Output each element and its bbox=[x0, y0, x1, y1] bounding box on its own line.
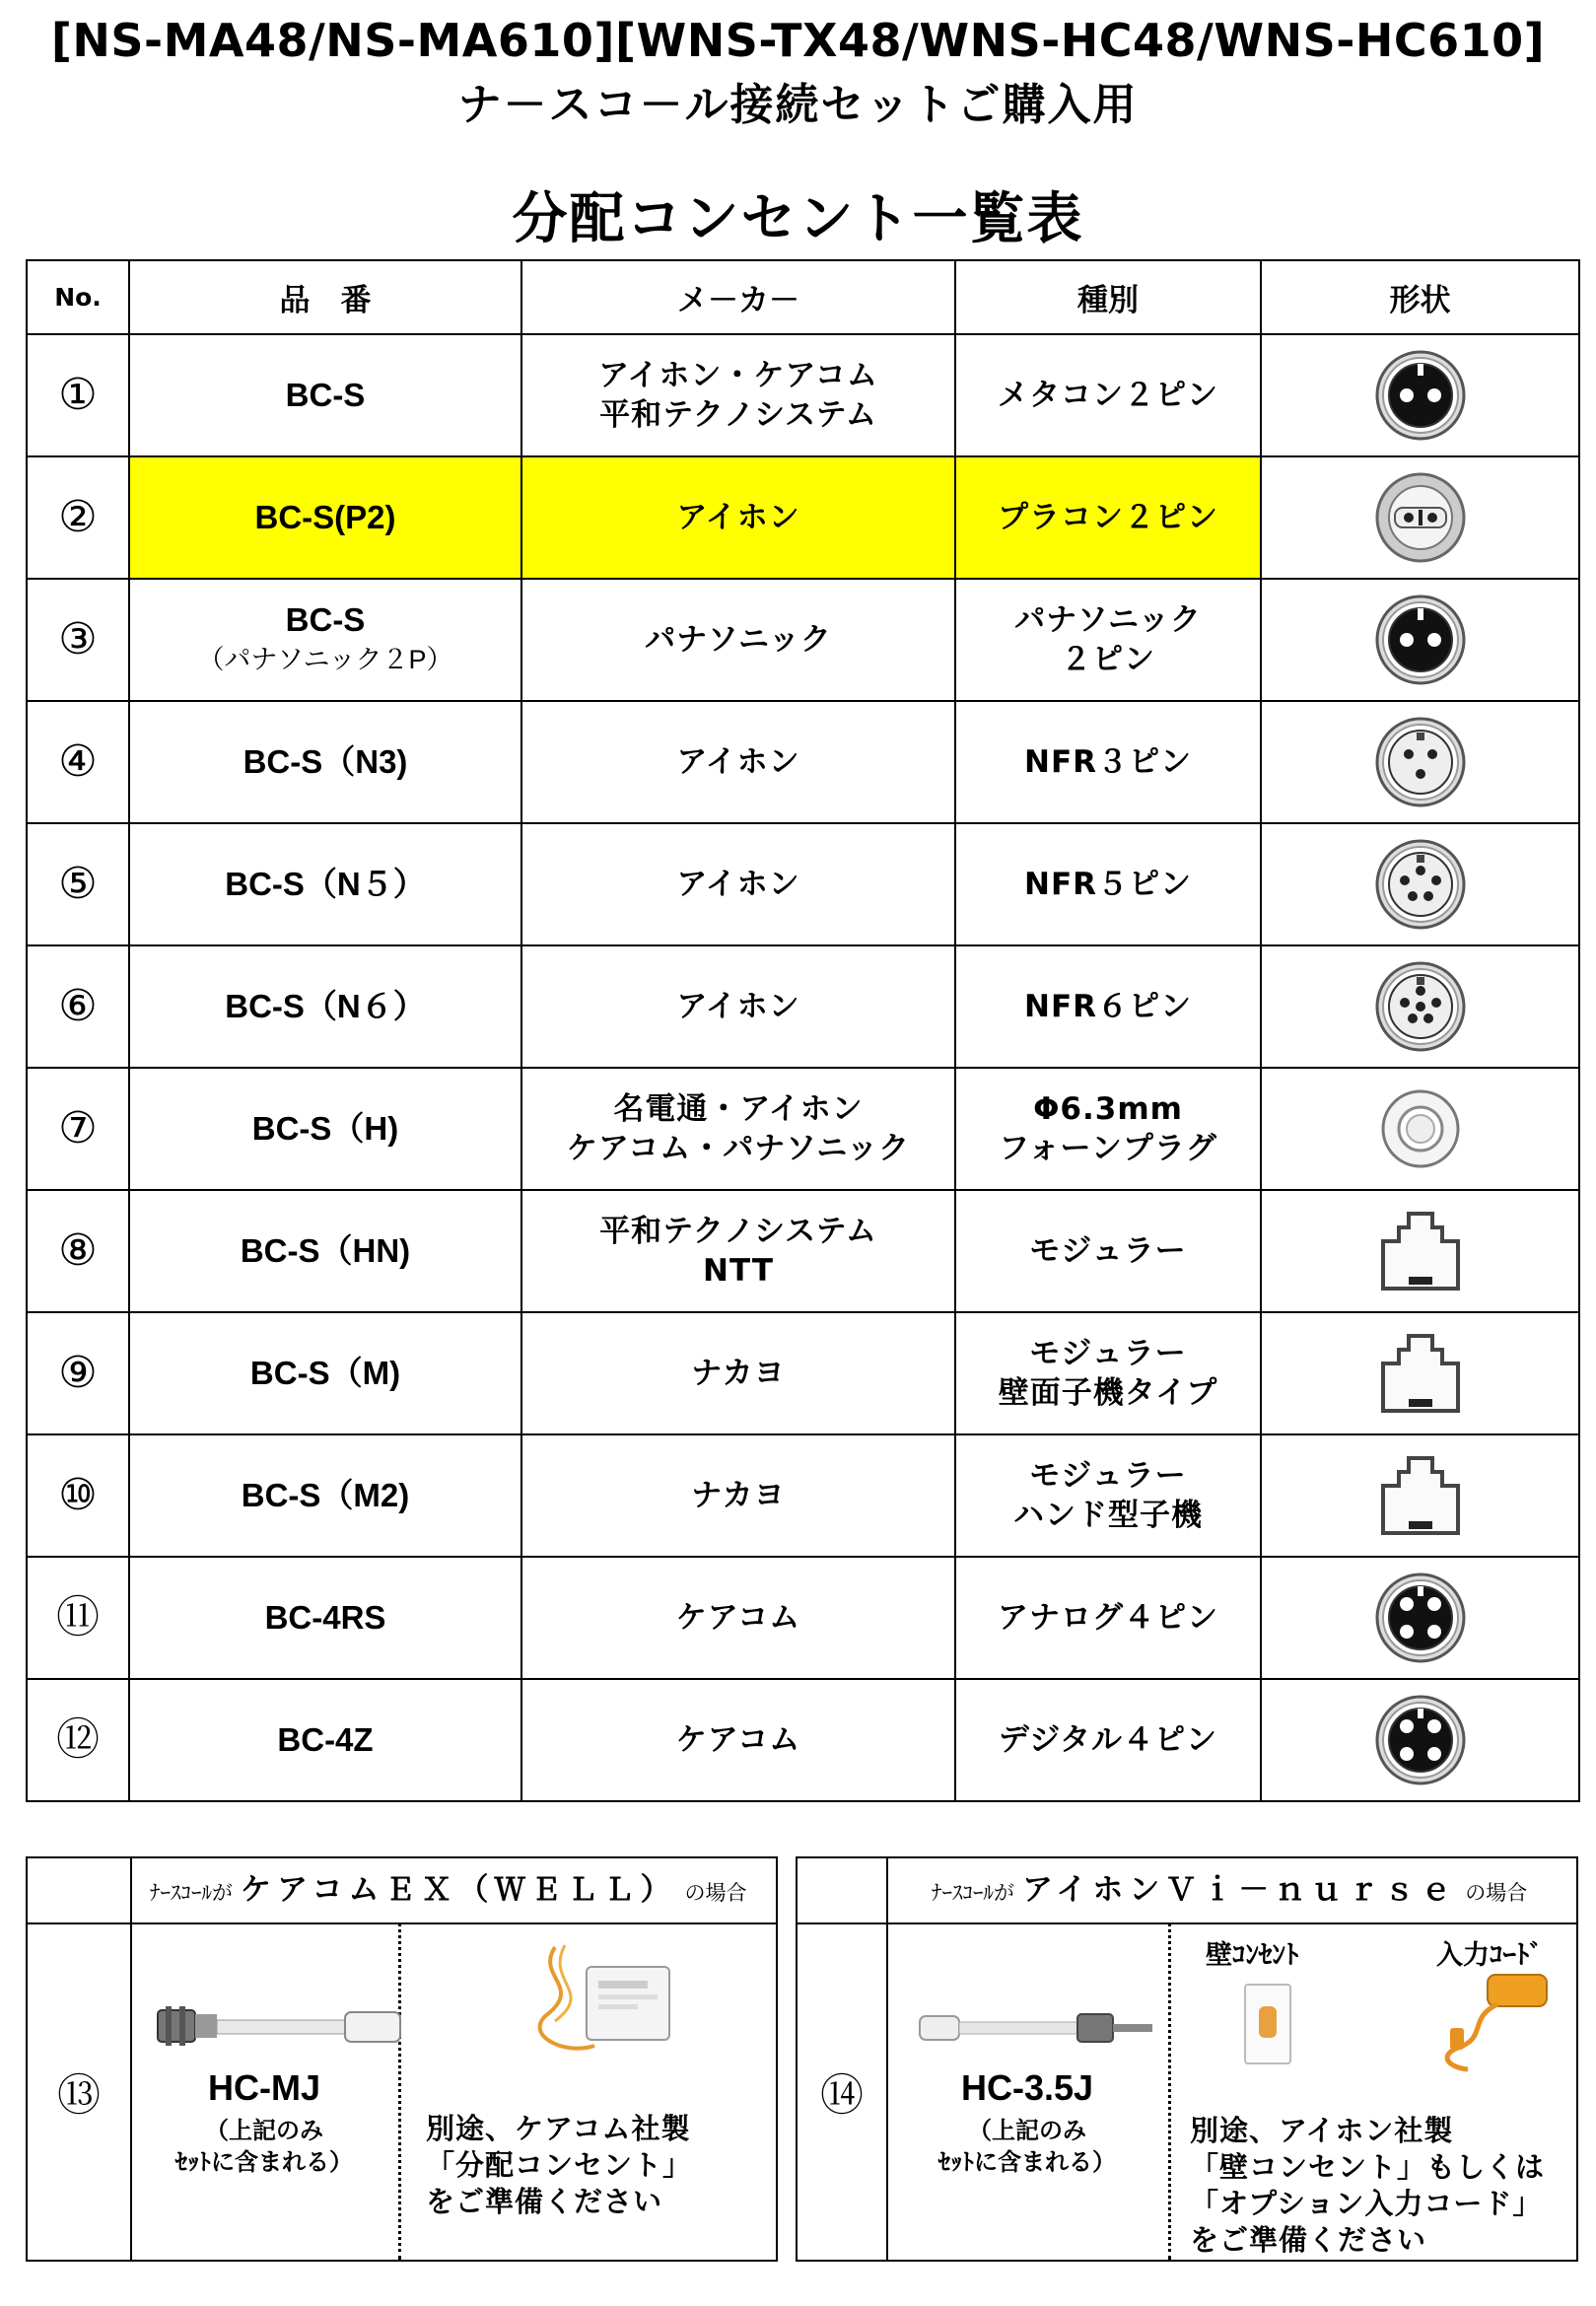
outlet-table bbox=[26, 259, 1580, 1802]
nfr-6pin-icon bbox=[1373, 959, 1468, 1054]
product-code: HC-MJ bbox=[208, 2067, 320, 2108]
product-code-line-1: BC-4Z bbox=[277, 1721, 374, 1758]
maker bbox=[521, 579, 955, 701]
maker-line-1: ケアコム bbox=[675, 1600, 801, 1636]
connector-shape bbox=[1261, 701, 1579, 823]
table-row bbox=[27, 456, 1579, 579]
modular-jack-icon bbox=[1373, 1204, 1468, 1298]
row-number-line-1: ⑪ bbox=[56, 1592, 100, 1642]
analog-4pin-icon bbox=[1373, 1571, 1468, 1665]
product-code-line-1: BC-S bbox=[285, 601, 366, 638]
connector-type-line-2: ハンド型子機 bbox=[1013, 1498, 1203, 1533]
col-header-no: No. bbox=[27, 260, 129, 334]
table-row bbox=[27, 1312, 1579, 1434]
box-title bbox=[150, 1858, 746, 1922]
metacon-2pin-icon bbox=[1373, 348, 1468, 443]
maker bbox=[521, 701, 955, 823]
instruction-line-2: 「分配コンセント」 bbox=[426, 2148, 693, 2182]
dotted-divider bbox=[1168, 1922, 1171, 2260]
connector-type bbox=[955, 945, 1261, 1068]
instruction-line-1: 別途、ケアコム社製 bbox=[426, 2112, 691, 2145]
modular-jack-icon bbox=[1373, 1448, 1468, 1543]
col-header-shape: 形状 bbox=[1261, 260, 1579, 334]
row-number-line-1: ⑥ bbox=[58, 981, 98, 1031]
row-number bbox=[27, 823, 129, 945]
maker bbox=[521, 1312, 955, 1434]
product-code bbox=[129, 1679, 521, 1801]
row-number bbox=[27, 701, 129, 823]
product-code bbox=[129, 1312, 521, 1434]
product-code bbox=[129, 456, 521, 579]
row-number bbox=[27, 456, 129, 579]
product-code-line-1: BC-S（N3) bbox=[243, 743, 408, 780]
maker-line-1: アイホン・ケアコム bbox=[598, 358, 878, 393]
maker-line-1: ナカヨ bbox=[691, 1356, 786, 1391]
row-number-line-1: ⑤ bbox=[58, 859, 98, 909]
maker-line-1: アイホン bbox=[676, 744, 800, 780]
nfr-3pin-icon bbox=[1373, 715, 1468, 809]
connector-type bbox=[955, 1557, 1261, 1679]
connector-shape bbox=[1261, 456, 1579, 579]
row-number bbox=[27, 334, 129, 456]
connector-type-line-2: 壁面子機タイプ bbox=[998, 1375, 1218, 1411]
connector-type-line-1: デジタル４ピン bbox=[998, 1722, 1218, 1758]
product-code bbox=[129, 334, 521, 456]
hc-3-5j-cable-image bbox=[916, 2004, 1162, 2054]
connector-shape bbox=[1261, 1068, 1579, 1190]
connector-type-line-1: NFR５ピン bbox=[1024, 867, 1192, 902]
product-code-line-1: BC-S（N５） bbox=[225, 866, 426, 902]
digital-4pin-icon bbox=[1373, 1693, 1468, 1787]
connector-type-line-1: パナソニック bbox=[1014, 602, 1202, 638]
product-code bbox=[129, 1434, 521, 1557]
maker bbox=[521, 1557, 955, 1679]
maker-line-2: 平和テクノシステム bbox=[599, 397, 877, 433]
connector-shape bbox=[1261, 945, 1579, 1068]
connector-type-line-1: Φ6.3mm bbox=[1033, 1091, 1183, 1127]
row-number-line-1: ④ bbox=[58, 736, 98, 787]
connector-type bbox=[955, 456, 1261, 579]
hc-mj-product bbox=[130, 2067, 398, 2178]
maker bbox=[521, 456, 955, 579]
product-code-line-1: BC-S（N６） bbox=[225, 988, 426, 1024]
table-row bbox=[27, 945, 1579, 1068]
aiphone-instructions bbox=[1190, 2113, 1545, 2259]
connector-type bbox=[955, 334, 1261, 456]
product-code bbox=[129, 823, 521, 945]
placon-2pin-icon bbox=[1373, 470, 1468, 565]
connector-type bbox=[955, 1679, 1261, 1801]
row-number bbox=[27, 1557, 129, 1679]
maker-line-1: アイホン bbox=[676, 989, 800, 1024]
table-header-row bbox=[27, 260, 1579, 334]
product-code-line-1: BC-S（H) bbox=[251, 1110, 399, 1147]
maker bbox=[521, 334, 955, 456]
connector-shape bbox=[1261, 823, 1579, 945]
table-row bbox=[27, 823, 1579, 945]
connector-shape bbox=[1261, 334, 1579, 456]
connector-type bbox=[955, 701, 1261, 823]
product-code-line-1: BC-S（M2) bbox=[241, 1477, 410, 1513]
box-number: ⑬ bbox=[57, 2070, 101, 2121]
connector-shape bbox=[1261, 1557, 1579, 1679]
connector-shape bbox=[1261, 1434, 1579, 1557]
connector-type-line-2: ２ピン bbox=[1061, 642, 1155, 677]
box-title-prefix: ﾅｰｽｺｰﾙが bbox=[932, 1881, 1014, 1905]
modular-jack-icon bbox=[1373, 1326, 1468, 1421]
connector-type-line-1: モジュラー bbox=[1029, 1336, 1187, 1371]
page-title: 分配コンセント一覧表 bbox=[512, 187, 1084, 251]
connector-type bbox=[955, 823, 1261, 945]
instruction-line-1: 別途、アイホン社製 bbox=[1190, 2114, 1454, 2147]
panasonic-2pin-icon bbox=[1373, 593, 1468, 687]
connector-type-line-1: アナログ４ピン bbox=[998, 1600, 1218, 1636]
careco-ex-box bbox=[26, 1856, 778, 2262]
connector-type-line-1: NFR６ピン bbox=[1024, 989, 1192, 1024]
hc-3-5j-product bbox=[886, 2067, 1168, 2178]
connector-type-line-1: プラコン２ピン bbox=[998, 500, 1218, 535]
box-title-prefix: ﾅｰｽｺｰﾙが bbox=[150, 1881, 233, 1905]
box-number: ⑭ bbox=[820, 2070, 864, 2121]
maker bbox=[521, 1434, 955, 1557]
row-number bbox=[27, 1679, 129, 1801]
connector-shape bbox=[1261, 1679, 1579, 1801]
maker bbox=[521, 1068, 955, 1190]
row-number bbox=[27, 1312, 129, 1434]
box-title-suffix: の場合 bbox=[1465, 1881, 1528, 1905]
product-code-line-2: （パナソニック２P） bbox=[197, 645, 453, 674]
product-note-2: ｾｯﾄに含まれる） bbox=[175, 2148, 353, 2176]
nfr-5pin-icon bbox=[1373, 837, 1468, 932]
row-number-line-1: ⑩ bbox=[58, 1470, 98, 1520]
wall-outlet-label: 壁ｺﾝｾﾝﾄ bbox=[1206, 1940, 1299, 1971]
row-number bbox=[27, 579, 129, 701]
table-row bbox=[27, 701, 1579, 823]
connector-type bbox=[955, 1312, 1261, 1434]
model-list-heading: [NS-MA48/NS-MA610][WNS-TX48/WNS-HC48/WNS-HC610] bbox=[50, 14, 1546, 67]
box-title-system: アイホンＶｉ－ｎｕｒｓｅ bbox=[1022, 1872, 1458, 1908]
maker-line-1: ナカヨ bbox=[691, 1478, 786, 1513]
product-code-line-1: BC-S（M) bbox=[249, 1355, 401, 1391]
row-number-line-1: ③ bbox=[58, 614, 98, 664]
table-row bbox=[27, 579, 1579, 701]
col-header-maker: メ－カ－ bbox=[521, 260, 955, 334]
connector-type bbox=[955, 1068, 1261, 1190]
row-number-line-1: ⑧ bbox=[58, 1225, 98, 1276]
product-code-line-1: BC-S(P2) bbox=[254, 499, 396, 535]
maker-line-1: ケアコム bbox=[675, 1722, 801, 1758]
wall-outlet-image bbox=[1239, 1981, 1298, 2069]
product-code bbox=[129, 579, 521, 701]
connector-type-line-2: フォーンプラグ bbox=[999, 1131, 1217, 1166]
product-code bbox=[129, 1557, 521, 1679]
maker-line-1: アイホン bbox=[676, 500, 800, 535]
product-code bbox=[129, 1068, 521, 1190]
aiphone-vinurse-box bbox=[796, 1856, 1578, 2262]
careco-outlet-image bbox=[525, 1937, 683, 2065]
row-number bbox=[27, 945, 129, 1068]
table-row bbox=[27, 1068, 1579, 1190]
table-row bbox=[27, 1679, 1579, 1801]
product-code bbox=[129, 945, 521, 1068]
product-code bbox=[129, 701, 521, 823]
connector-type-line-1: モジュラー bbox=[1029, 1233, 1187, 1269]
instruction-line-3: をご準備ください bbox=[426, 2185, 663, 2218]
connector-shape bbox=[1261, 579, 1579, 701]
product-note-1: （上記のみ bbox=[205, 2117, 323, 2144]
box-title bbox=[932, 1858, 1527, 1922]
row-number-line-1: ② bbox=[58, 492, 98, 542]
product-code-line-1: BC-4RS bbox=[264, 1599, 386, 1636]
phone-plug-icon bbox=[1373, 1082, 1468, 1176]
connector-type bbox=[955, 579, 1261, 701]
col-header-kind: 種別 bbox=[955, 260, 1261, 334]
maker bbox=[521, 823, 955, 945]
connector-shape bbox=[1261, 1312, 1579, 1434]
connector-shape bbox=[1261, 1190, 1579, 1312]
row-number-line-1: ① bbox=[58, 370, 98, 420]
instruction-line-2: 「壁コンセント」もしくは bbox=[1190, 2150, 1546, 2184]
maker bbox=[521, 945, 955, 1068]
product-code: HC-3.5J bbox=[960, 2067, 1094, 2108]
connector-type bbox=[955, 1190, 1261, 1312]
table-row bbox=[27, 1434, 1579, 1557]
maker-line-2: ケアコム・パナソニック bbox=[566, 1131, 911, 1166]
page-subtitle: ナ－スコ－ル接続セットご購入用 bbox=[457, 80, 1139, 130]
maker-line-1: 名電通・アイホン bbox=[613, 1091, 864, 1127]
input-cord-label: 入力ｺｰﾄﾞ bbox=[1436, 1940, 1543, 1971]
connector-type-line-1: メタコン２ピン bbox=[998, 378, 1218, 413]
maker-line-1: パナソニック bbox=[645, 622, 832, 658]
maker-line-2: NTT bbox=[703, 1253, 774, 1289]
row-number-line-1: ⑨ bbox=[58, 1348, 98, 1398]
connector-type-line-1: モジュラー bbox=[1029, 1458, 1187, 1494]
connector-type-line-1: NFR３ピン bbox=[1024, 744, 1192, 780]
careco-instructions bbox=[426, 2111, 692, 2220]
product-code bbox=[129, 1190, 521, 1312]
product-code-line-1: BC-S（HN) bbox=[240, 1232, 411, 1269]
row-number bbox=[27, 1190, 129, 1312]
row-number-line-1: ⑫ bbox=[56, 1714, 100, 1765]
box-title-suffix: の場合 bbox=[684, 1881, 747, 1905]
instruction-line-3: 「オプション入力コード」 bbox=[1190, 2187, 1543, 2220]
row-number bbox=[27, 1434, 129, 1557]
product-code-line-1: BC-S bbox=[285, 377, 366, 413]
table-row bbox=[27, 1557, 1579, 1679]
box-title-system: ケアコムＥＸ（ＷＥＬＬ） bbox=[241, 1872, 677, 1908]
maker bbox=[521, 1190, 955, 1312]
table-row bbox=[27, 1190, 1579, 1312]
row-number bbox=[27, 1068, 129, 1190]
col-header-code: 品 番 bbox=[129, 260, 521, 334]
maker-line-1: 平和テクノシステム bbox=[599, 1214, 877, 1249]
row-number-line-1: ⑦ bbox=[58, 1103, 98, 1153]
product-note-2: ｾｯﾄに含まれる） bbox=[938, 2148, 1116, 2176]
instruction-line-4: をご準備ください bbox=[1190, 2223, 1427, 2257]
input-cord-image bbox=[1428, 1969, 1557, 2077]
connector-type bbox=[955, 1434, 1261, 1557]
dotted-divider bbox=[398, 1922, 401, 2260]
maker bbox=[521, 1679, 955, 1801]
table-row bbox=[27, 334, 1579, 456]
hc-mj-cable-image bbox=[152, 1996, 408, 2056]
maker-line-1: アイホン bbox=[676, 867, 800, 902]
product-note-1: （上記のみ bbox=[968, 2117, 1086, 2144]
